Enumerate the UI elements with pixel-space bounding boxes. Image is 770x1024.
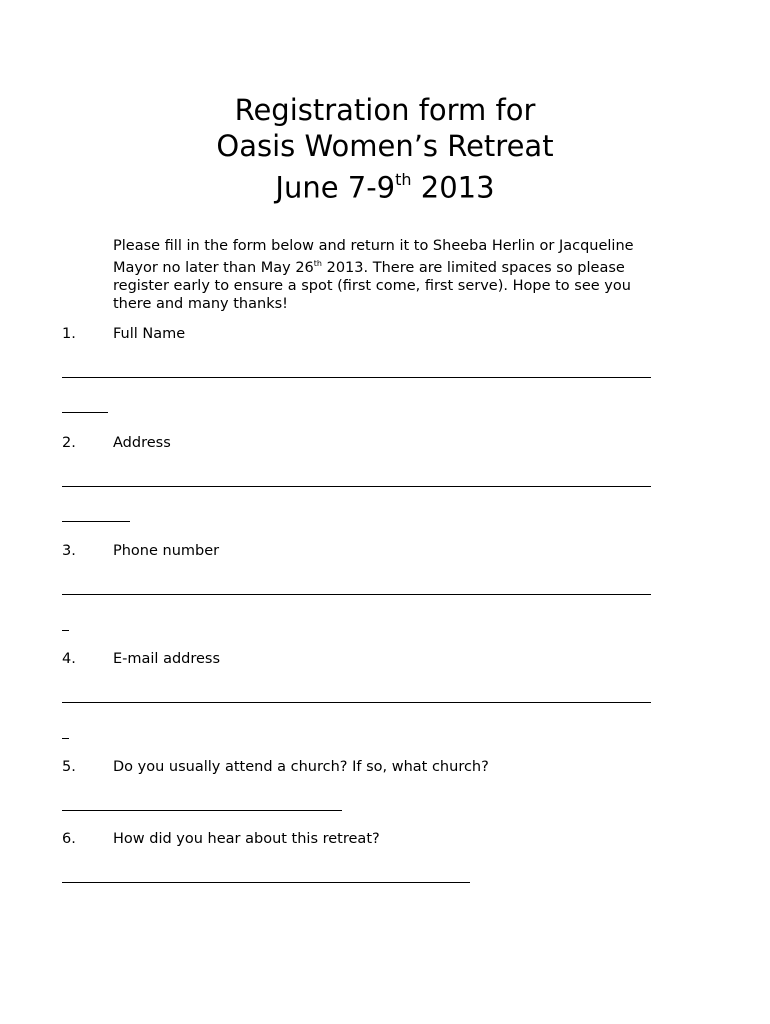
question-label: Address [113, 435, 171, 451]
question-number: 4. [62, 651, 76, 667]
question-heard-about-retreat [62, 830, 380, 848]
instructions-paragraph [113, 237, 673, 313]
question-number: 3. [62, 543, 76, 559]
question-label: E-mail address [113, 651, 221, 667]
question-number: 2. [62, 435, 76, 451]
title-date: June 7-9 [275, 170, 396, 205]
question-label: Do you usually attend a church? If so, what church? [113, 759, 489, 775]
question-full-name [62, 325, 185, 343]
deadline-suffix: th [313, 259, 322, 268]
full-name-answer-line-continued[interactable] [62, 412, 108, 413]
question-number: 1. [62, 326, 76, 342]
instructions-line-3: register early to ensure a spot (first come, first serve). Hope to see you [113, 277, 631, 294]
question-label: Full Name [113, 326, 186, 342]
question-address [62, 434, 171, 452]
heard-about-retreat-answer-line[interactable] [62, 882, 470, 883]
address-answer-line-continued[interactable] [62, 521, 130, 522]
instructions-line-4: there and many thanks! [113, 295, 288, 312]
question-label: How did you hear about this retreat? [113, 831, 380, 847]
question-church [62, 758, 489, 776]
phone-number-answer-line[interactable] [62, 594, 651, 595]
question-number: 6. [62, 831, 76, 847]
question-number: 5. [62, 759, 76, 775]
title-line-2: Oasis Women’s Retreat [216, 129, 554, 163]
title-line-3 [0, 164, 770, 206]
instructions-deadline: Mayor no later than May 26 [113, 259, 314, 276]
question-email-address [62, 650, 220, 668]
email-address-answer-line[interactable] [62, 702, 651, 703]
question-phone-number [62, 542, 219, 560]
instructions-line-1: Please fill in the form below and return it to Sheeba Herlin or Jacqueline [113, 238, 634, 254]
full-name-answer-line[interactable] [62, 377, 651, 378]
question-label: Phone number [113, 543, 220, 559]
phone-number-answer-line-continued[interactable] [62, 630, 69, 631]
instructions-line-2 [113, 255, 673, 277]
form-title [0, 92, 770, 206]
instructions-deadline-rest: 2013. There are limited spaces so please [322, 259, 625, 276]
email-address-answer-line-continued[interactable] [62, 738, 69, 739]
title-line-1: Registration form for [234, 93, 536, 127]
church-answer-line[interactable] [62, 810, 342, 811]
title-date-suffix: th [395, 170, 412, 189]
address-answer-line[interactable] [62, 486, 651, 487]
title-year: 2013 [411, 170, 495, 205]
